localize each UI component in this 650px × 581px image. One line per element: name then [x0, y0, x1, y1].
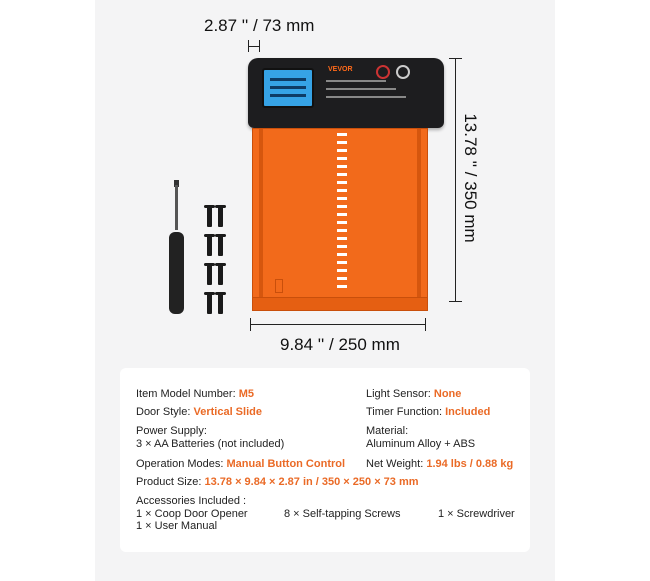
sliding-door — [252, 128, 428, 311]
screw-icon — [207, 234, 212, 256]
accessory-screwdriver: 1 × Screwdriver — [438, 508, 515, 520]
depth-line — [248, 46, 260, 47]
spec-light-sensor: Light Sensor: None — [366, 388, 462, 400]
door-latch — [275, 279, 283, 293]
spec-weight: Net Weight: 1.94 lbs / 0.88 kg — [366, 458, 514, 470]
screw-icon — [218, 263, 223, 285]
spec-power-value: 3 × AA Batteries (not included) — [136, 438, 285, 450]
spec-accessories-label: Accessories Included : — [136, 495, 247, 507]
door-rail-right — [417, 129, 421, 310]
door-bottom-edge — [253, 297, 427, 310]
screwdriver-icon — [169, 232, 184, 314]
screw-icon — [218, 205, 223, 227]
spec-size: Product Size: 13.78 × 9.84 × 2.87 in / 350 × 250 × 73 mm — [136, 476, 419, 488]
panel-text-line — [326, 80, 386, 82]
spec-material-value: Aluminum Alloy + ABS — [366, 438, 476, 450]
panel-text-line — [326, 96, 406, 98]
spec-power-label: Power Supply: — [136, 425, 207, 437]
height-line — [455, 58, 456, 302]
spec-card — [120, 368, 530, 552]
screw-icon — [207, 263, 212, 285]
accessory-screws: 8 × Self-tapping Screws — [284, 508, 401, 520]
height-tick-top — [449, 58, 462, 59]
spec-timer: Timer Function: Included — [366, 406, 491, 418]
lcd-screen — [262, 68, 314, 108]
brand-logo: VEVOR — [328, 66, 353, 73]
accessory-manual: 1 × User Manual — [136, 520, 218, 532]
spec-material-label: Material: — [366, 425, 409, 437]
height-label: 13.78 '' / 350 mm — [461, 113, 480, 243]
panel-text-line — [326, 88, 396, 90]
door-rail-left — [259, 129, 263, 310]
screw-icon — [218, 292, 223, 314]
height-tick-bottom — [449, 301, 462, 302]
width-tick-right — [425, 318, 426, 331]
control-housing — [248, 58, 444, 128]
spec-modes: Operation Modes: Manual Button Control — [136, 458, 346, 470]
red-button-icon — [376, 65, 390, 79]
screwdriver-shaft — [175, 185, 178, 230]
screw-icon — [207, 292, 212, 314]
width-label: 9.84 '' / 250 mm — [280, 335, 400, 354]
spec-door-style: Door Style: Vertical Slide — [136, 406, 262, 418]
accessory-opener: 1 × Coop Door Opener — [136, 508, 248, 520]
width-tick-left — [250, 318, 251, 331]
white-button-icon — [396, 65, 410, 79]
screw-icon — [218, 234, 223, 256]
screw-icon — [207, 205, 212, 227]
width-line — [250, 324, 426, 325]
width-depth-label: 2.87 '' / 73 mm — [204, 16, 315, 35]
spec-item-model: Item Model Number: M5 — [136, 388, 254, 400]
